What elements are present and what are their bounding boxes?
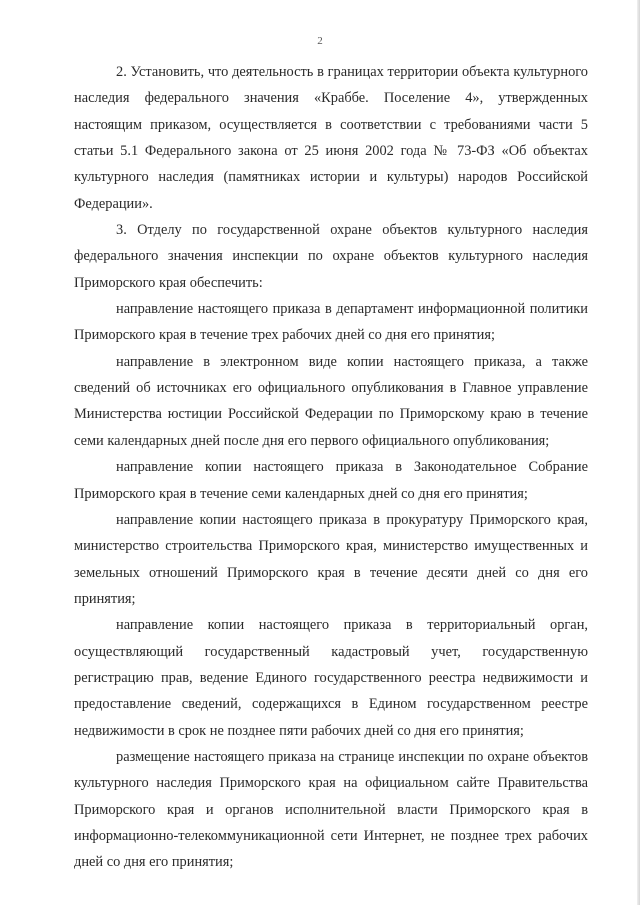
paragraph-cadastral-registration: направление копии настоящего приказа в территориальный орган, осуществляющий государственный кадастровый учет, государственную регистрацию прав, ведение Единого государственного реестра недвижимости и предоставление сведений, содержащихся в Едином государственном реестре недвижимости в срок не позднее пяти рабочих дней со дня его принятия; — [74, 617, 588, 739]
paragraph-clause-2: 2. Установить, что деятельность в границах территории объекта культурного наследия федерального значения «Краббе. Поселение 4», утвержденных настоящим приказом, осуществляется в соответствии с требованиями части 5 статьи 5.1 Федерального закона от 25 июня 2002 года № 73-ФЗ «Об объектах культурного наследия (памятниках истории и культуры) народов Российской Федерации». — [74, 64, 588, 212]
paragraph-website-publication: размещение настоящего приказа на странице инспекции по охране объектов культурного наследия Приморского края на официальном сайте Правительства Приморского края и органов исполнительной власти Приморского края в информационно-телекоммуникационной сети Интернет, не позднее трех рабочих дней со дня его принятия; — [74, 748, 588, 871]
paragraph-prosecutor-office: направление копии настоящего приказа в прокуратуру Приморского края, министерство строительства Приморского края, министерство имущественных и земельных отношений Приморского края в течение десяти дней со дня его принятия; — [74, 511, 588, 607]
paragraph-ministry-of-justice: направление в электронном виде копии настоящего приказа, а также сведений об источниках его официального опубликования в Главное управление Министерства юстиции Российской Федерации по Приморскому краю в течение семи календарных дней после дня его первого официального опубликования; — [74, 353, 588, 449]
page-number: 2 — [317, 35, 323, 47]
paragraph-clause-3: 3. Отделу по государственной охране объектов культурного наследия федерального значения инспекции по охране объектов культурного наследия Приморского края обеспечить: — [74, 222, 588, 291]
document-body — [74, 59, 588, 876]
paragraph-info-policy-department: направление настоящего приказа в департамент информационной политики Приморского края в течение трех рабочих дней со дня его принятия; — [74, 301, 588, 344]
paragraph-legislative-assembly: направление копии настоящего приказа в Законодательное Собрание Приморского края в течение семи календарных дней со дня его принятия; — [74, 459, 588, 502]
